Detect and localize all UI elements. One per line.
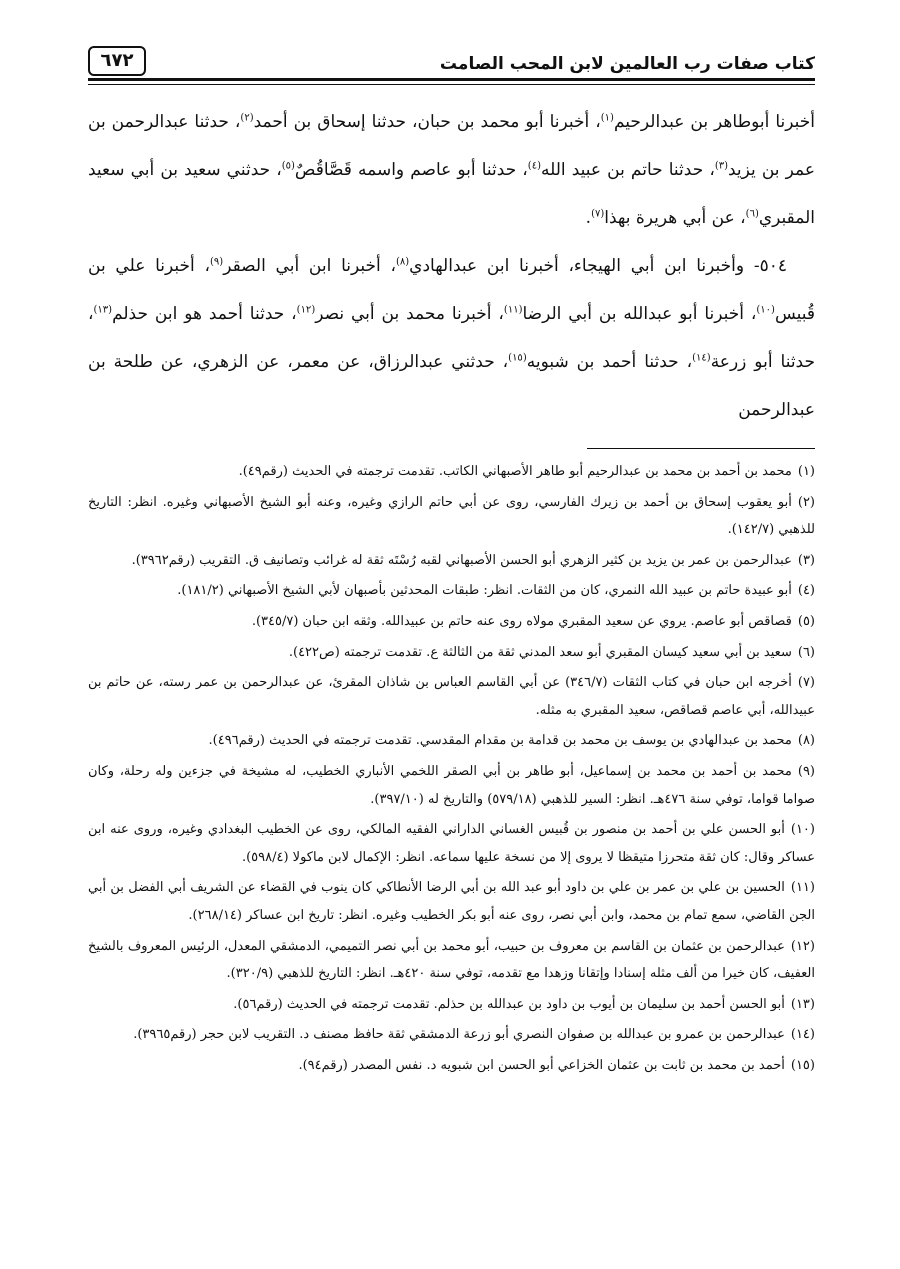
footnote-ref: (٩) xyxy=(210,256,224,268)
footnote-number: (١٢) xyxy=(790,938,815,954)
footnote-text: أبو الحسن أحمد بن سليمان بن أيوب بن داود بن عبدالله بن حذلم. تقدمت ترجمته في الحديث (رقم٥٦). xyxy=(233,996,785,1012)
header-rule xyxy=(88,78,815,81)
footnote-ref: (١٣) xyxy=(93,304,113,316)
footnote-text: محمد بن أحمد بن محمد بن عبدالرحيم أبو طاهر الأصبهاني الكاتب. تقدمت ترجمته في الحديث (رقم٤٩). xyxy=(238,464,792,479)
footnote xyxy=(88,1052,815,1080)
footnote-ref: (١١) xyxy=(503,304,523,316)
footnote-text: عبدالرحمن بن عمرو بن عبدالله بن صفوان النصري أبو زرعة الدمشقي ثقة حافظ مصنف د. التقريب لابن حجر (رقم٣٩٦٥). xyxy=(133,1027,785,1043)
footnote-separator xyxy=(587,448,815,449)
footnote-ref: (٤) xyxy=(527,160,541,172)
footnote-text: عبدالرحمن بن عمر بن يزيد بن كثير الزهري أبو الحسن الأصبهاني لقبه رُسْتَه ثقة له غرائب وتصانيف ق. التقريب (رقم٣٩٦٢). xyxy=(131,552,792,568)
footnote-text: أحمد بن محمد بن ثابت بن عثمان الخزاعي أبو الحسن ابن شبويه د. نفس المصدر (رقم٩٤). xyxy=(298,1057,785,1073)
footnote xyxy=(88,669,815,724)
page-number: ٦٧٢ xyxy=(88,46,146,76)
footnote xyxy=(88,489,815,544)
footnote-ref: (٥) xyxy=(281,160,295,172)
footnote-number: (٩) xyxy=(797,763,815,779)
footnote-number: (١٥) xyxy=(790,1057,815,1073)
running-title: كتاب صفات رب العالمين لابن المحب الصامت xyxy=(439,54,815,74)
footnote xyxy=(88,874,815,929)
footnote xyxy=(88,758,815,813)
footnote-number: (٧) xyxy=(797,675,815,691)
footnote-text: أبو الحسن علي بن أحمد بن منصور بن قُبيس الغساني الداراني الفقيه المالكي، روى عن الخطيب البغدادي وغيره، وروى عنه ابن عساكر وقال: كان ثقة متحرزا متيقظا لا يروى إلا من نسخة عليها سماعه. انظر: الإكمال لابن ماكولا (٥٩٨/٤). xyxy=(88,822,815,865)
footnote xyxy=(88,639,815,667)
footnote xyxy=(88,991,815,1019)
hadith-number: ٥٠٤- xyxy=(753,256,787,276)
footnote-ref: (٣) xyxy=(714,160,728,172)
footnote-number: (٥) xyxy=(797,613,815,629)
footnote xyxy=(88,458,815,486)
footnote xyxy=(88,547,815,575)
footnote-number: (٦) xyxy=(797,644,815,660)
footnote-ref: (١) xyxy=(600,112,614,124)
footnote-number: (٤) xyxy=(797,583,815,599)
footnote-text: قصاقص أبو عاصم. يروي عن سعيد المقبري مولاه روى عنه حاتم بن عبيدالله. وثقه ابن حبان (٣٤٥/٧). xyxy=(251,613,792,629)
footnote xyxy=(88,933,815,988)
footnote-number: (١٣) xyxy=(790,996,815,1012)
footnote-text: أخرجه ابن حبان في كتاب الثقات (٣٤٦/٧) عن أبي القاسم العباس بن شاذان المقرئ، عن عبدالرحمن بن عمر رسته، عن حاتم بن عبيدالله، أبي عاصم قصاقص، سعيد المقبري به مثله. xyxy=(88,675,815,718)
footnote-text: عبدالرحمن بن عثمان بن القاسم بن معروف بن حبيب، أبو محمد بن أبي نصر التميمي، الدمشقي المعدل، الرئيس المعروف بالشيخ العفيف، كان خيرا من ألف مثله إسنادا وإتقانا وزهدا مع تقدمه، توفي سنة ٤٢٠هـ. انظر: التاريخ للذهبي (٣٢٠/٩). xyxy=(88,938,815,982)
footnote-number: (١٠) xyxy=(790,822,815,838)
footnote-ref: (١٠) xyxy=(756,304,775,316)
header-rule-thin xyxy=(88,84,815,85)
footnote-ref: (٦) xyxy=(745,208,759,220)
footnote-text: سعيد بن أبي سعيد كيسان المقبري أبو سعد المدني ثقة من الثالثة ع. تقدمت ترجمته (ص٤٢٢). xyxy=(288,644,792,660)
footnote-ref: (٧) xyxy=(591,208,605,220)
footnote-ref: (١٢) xyxy=(296,304,316,316)
footnote-text: الحسين بن علي بن عمر بن علي بن داود أبو عبد الله بن أبي الرضا الأنطاكي كان ينوب في القضاء عن الشريف أبي الفضل بن أبي الجن القاضي، سمع تمام بن محمد، وابن أبي نصر، روى عنه أبو بكر الخطيب وغيره. انظر: تاريخ ابن عساكر (٢٦٨/١٤). xyxy=(88,880,815,923)
hadith-paragraph-1: أخبرنا أبوطاهر بن عبدالرحيم$^{(١)}$، أخبرنا أبو محمد بن حبان، حدثنا إسحاق بن أحمد$^{(٢)}$، حدثنا عبدالرحمن بن عمر بن يزيد$^{(٣)}$، حدثنا حاتم بن عبيد الله$^{(٤)}$، حدثنا أبو عاصم واسمه قَصَّاقُصٌ$^{(٥)}$، حدثني سعيد بن أبي سعيد المقبري$^{(٦)}$، عن أبي هريرة بهذا$^{(٧)}$. xyxy=(88,112,816,228)
footnote xyxy=(88,727,815,755)
footnote-text: أبو يعقوب إسحاق بن أحمد بن زيرك الفارسي، روى عن أبي حاتم الرازي وغيره، وعنه أبو الشيخ الأصبهاني وغيره. انظر: التاريخ للذهبي (١٤٢/٧). xyxy=(88,494,815,538)
footnote-number: (٢) xyxy=(797,494,815,510)
footnote-ref: (٢) xyxy=(240,112,254,124)
footnote-text: محمد بن أحمد بن محمد بن إسماعيل، أبو طاهر بن أبي الصقر اللخمي الأنباري الخطيب، له مشيخة في جزءين وله رحلة، وكان صواما قواما، توفي سنة ٤٧٦هـ. انظر: السير للذهبي (٥٧٩/١٨) والتاريخ له (٣٩٧/١٠). xyxy=(88,763,815,807)
footnote xyxy=(88,577,815,605)
footnote-text: محمد بن عبدالهادي بن يوسف بن محمد بن قدامة بن مقدام المقدسي. تقدمت ترجمته في الحديث (رقم٤٩٦). xyxy=(208,733,792,749)
footnote-ref: (٨) xyxy=(395,256,410,268)
footnote xyxy=(88,816,815,871)
footnote-number: (٣) xyxy=(797,552,815,568)
footnote-number: (١٤) xyxy=(790,1027,815,1043)
main-text xyxy=(88,98,815,434)
footnotes-section xyxy=(88,458,815,1082)
footnote-number: (١١) xyxy=(790,880,815,896)
footnote xyxy=(88,1021,815,1049)
footnote-number: (٨) xyxy=(797,733,815,749)
footnote xyxy=(88,608,815,636)
footnote-ref: (١٤) xyxy=(692,352,711,364)
footnote-number: (١) xyxy=(797,464,815,479)
footnote-text: أبو عبيدة حاتم بن عبيد الله النمري، كان من الثقات. انظر: طبقات المحدثين بأصبهان لأبي الشيخ الأصبهاني (١٨١/٢). xyxy=(177,583,792,599)
hadith-paragraph-2: ٥٠٤- وأخبرنا ابن أبي الهيجاء، أخبرنا ابن عبدالهادي$^{(٨)}$، أخبرنا ابن أبي الصقر$^{(٩)}$، أخبرنا علي بن قُبيس$^{(١٠)}$، أخبرنا أبو عبدالله بن أبي الرضا$^{(١١)}$، أخبرنا محمد بن أبي نصر$^{(١٢)}$، حدثنا أحمد هو ابن حذلم$^{(١٣)}$، حدثنا أبو زرعة$^{(١٤)}$، حدثنا أحمد بن شبويه$^{(١٥)}$، حدثني عبدالرزاق، عن معمر، عن الزهري، عن طلحة بن عبدالرحمن xyxy=(88,256,816,420)
footnote-ref: (١٥) xyxy=(508,352,527,364)
